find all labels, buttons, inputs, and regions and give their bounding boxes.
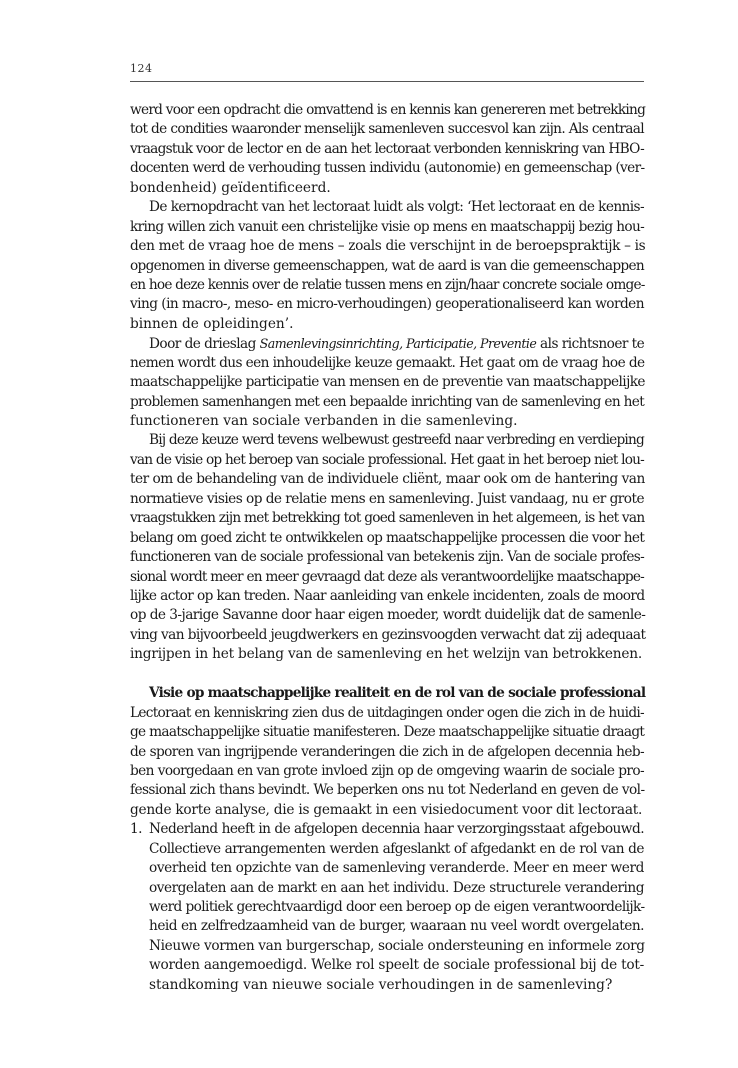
text-line: en hoe deze kennis over de relatie tussen mens en zijn/haar concrete sociale omge- xyxy=(130,276,645,293)
text-line: fessional zich thans bevindt. We beperken ons nu tot Nederland en geven de vol- xyxy=(130,782,645,799)
paragraph-2 xyxy=(130,198,644,334)
text-line: ter om de behandeling van de individuele cliënt, maar ook om de hantering van xyxy=(130,471,645,488)
text-line: Nieuwe vormen van burgerschap, sociale ondersteuning en informele zorg xyxy=(149,937,645,954)
text-line: bondenheid) geïdentificeerd. xyxy=(130,179,331,196)
text-line: Bij deze keuze werd tevens welbewust gestreefd naar verbreding en verdieping xyxy=(149,432,644,449)
text-line: nemen wordt dus een inhoudelijke keuze gemaakt. Het gaat om de vraag hoe de xyxy=(130,354,645,371)
list-number: 1. xyxy=(130,821,142,838)
italic-terms: Samenlevingsinrichting, Participatie, Preventie xyxy=(259,336,537,352)
spacer xyxy=(130,665,644,685)
text-line xyxy=(130,334,644,353)
text-line: binnen de opleidingen’. xyxy=(130,315,294,332)
text-line: docenten werd de verhouding tussen individu (autonomie) en gemeenschap (ver- xyxy=(130,160,645,177)
paragraph-4 xyxy=(130,431,644,664)
text-line: functioneren van sociale verbanden in die samenleving. xyxy=(130,413,518,429)
text-line: vraagstukken zijn met betrekking tot goed samenleven in het algemeen, is het van xyxy=(130,510,645,527)
text-line: werd voor een opdracht die omvattend is en kennis kan genereren met betrekking xyxy=(130,102,646,118)
text-line: de sporen van ingrijpende veranderingen die zich in de afgelopen decennia heb- xyxy=(130,743,644,760)
text-line: heid en zelfredzaamheid van de burger, waaraan nu veel wordt overgelaten. xyxy=(149,918,644,935)
body-text xyxy=(130,101,644,995)
header-rule xyxy=(130,81,644,82)
text-line: problemen samenhangen met een bepaalde inrichting van de samenleving en het xyxy=(130,393,644,410)
text-line: normatieve visies op de relatie mens en samenleving. Juist vandaag, nu er grote xyxy=(130,490,644,507)
text-line: maatschappelijke participatie van mensen en de preventie van maatschappelijke xyxy=(130,374,645,391)
text-line: overgelaten aan de markt en aan het individu. Deze structurele verandering xyxy=(149,879,644,896)
text-fragment: Door de drieslag xyxy=(149,336,260,353)
text-line xyxy=(130,820,644,839)
text-line: werd politiek gerechtvaardigd door een beroep op de eigen verantwoordelijk- xyxy=(149,899,645,915)
text-line: Collectieve arrangementen werden afgeslankt of afgedankt en de rol van de xyxy=(149,840,644,857)
page-number: 124 xyxy=(130,62,153,75)
text-line: functioneren van de sociale professional van betekenis zijn. Van de sociale profes- xyxy=(130,549,644,566)
text-line: lijke actor op kan treden. Naar aanleiding van enkele incidenten, zoals de moord xyxy=(130,587,645,604)
text-line: kring willen zich vanuit een christelijke visie op mens en maatschappij bezig hou- xyxy=(130,218,645,235)
text-line: ving van bijvoorbeeld jeugdwerkers en gezinsvoogden verwacht dat zij adequaat xyxy=(130,626,646,643)
section-heading: Visie op maatschappelijke realiteit en de rol van de sociale professional xyxy=(149,685,646,702)
text-line: sional wordt meer en meer gevraagd dat deze als verantwoordelijke maatschappe- xyxy=(130,568,644,585)
paragraph-5 xyxy=(130,704,644,821)
text-fragment: als richtsnoer te xyxy=(536,336,645,353)
text-line: opgenomen in diverse gemeenschappen, wat de aard is van die gemeenschappen xyxy=(130,257,644,274)
text-line: ingrijpen in het belang van de samenleving en het welzijn van betrokkenen. xyxy=(130,646,643,663)
text-line: ge maatschappelijke situatie manifesteren. Deze maatschappelijke situatie draagt xyxy=(130,724,645,741)
text-line: De kernopdracht van het lectoraat luidt als volgt: ‘Het lectoraat en de kennis- xyxy=(149,199,644,216)
text-line: worden aangemoedigd. Welke rol speelt de sociale professional bij de tot- xyxy=(149,957,644,974)
text-fragment: Nederland heeft in de afgelopen decennia haar verzorgingsstaat afgebouwd. xyxy=(149,821,644,838)
paragraph-3 xyxy=(130,334,644,431)
numbered-list-item xyxy=(130,820,644,995)
text-line: belang om goed zicht te ontwikkelen op maatschappelijke processen die voor het xyxy=(130,529,645,546)
text-line: op de 3-jarige Savanne door haar eigen moeder, wordt duidelijk dat de samenle- xyxy=(130,607,646,624)
text-line: vraagstuk voor de lector en de aan het lectoraat verbonden kenniskring van HBO- xyxy=(130,140,644,157)
paragraph-1 xyxy=(130,101,644,198)
text-line: standkoming van nieuwe sociale verhoudingen in de samenleving? xyxy=(149,976,613,993)
text-line: gende korte analyse, die is gemaakt in een visiedocument voor dit lectoraat. xyxy=(130,801,643,818)
text-line: overheid ten opzichte van de samenleving veranderde. Meer en meer werd xyxy=(149,860,644,877)
text-line: ving (in macro-, meso- en micro-verhoudingen) geoperationaliseerd kan worden xyxy=(130,296,644,313)
text-line: ben voorgedaan en van grote invloed zijn op de omgeving waarin de sociale pro- xyxy=(130,762,644,779)
text-line: den met de vraag hoe de mens – zoals die verschijnt in de beroepspraktijk – is xyxy=(130,238,646,255)
text-line: van de visie op het beroep van sociale professional. Het gaat in het beroep niet lou- xyxy=(130,451,644,468)
text-line: Lectoraat en kenniskring zien dus de uitdagingen onder ogen die zich in de huidi- xyxy=(130,704,644,721)
text-line: tot de condities waaronder menselijk samenleven succesvol kan zijn. Als centraal xyxy=(130,121,644,138)
